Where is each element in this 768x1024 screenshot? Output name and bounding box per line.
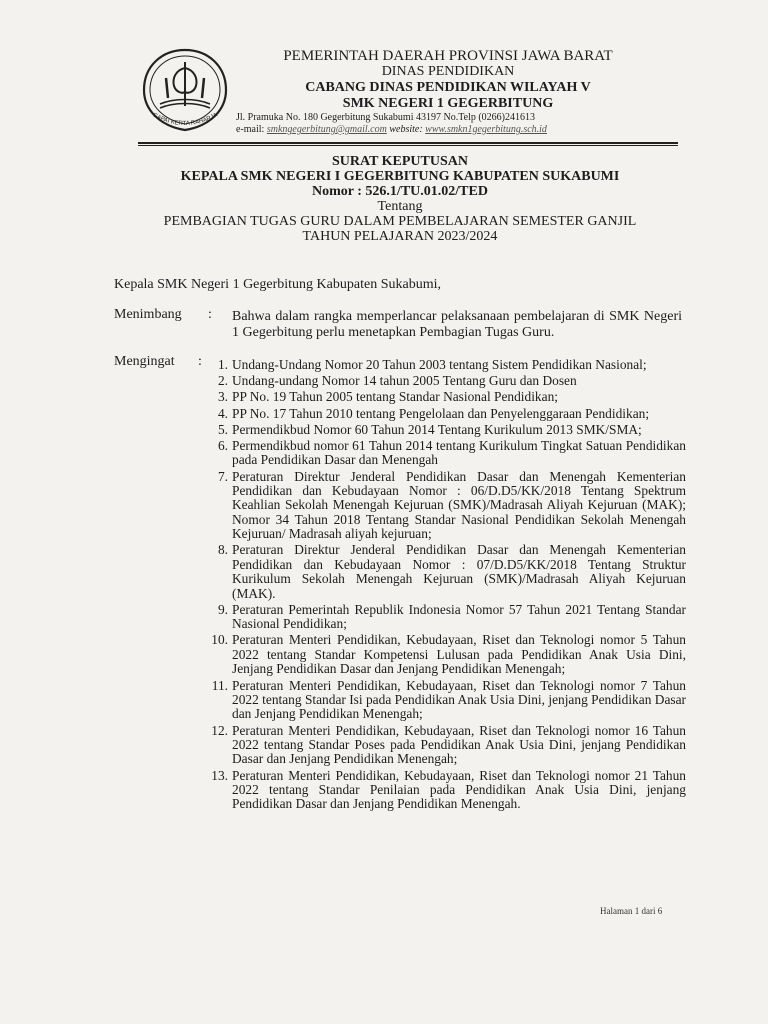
letterhead-agency: DINAS PENDIDIKAN xyxy=(381,64,515,79)
letterhead-divider-thin xyxy=(138,145,678,146)
list-item-number: 3. xyxy=(217,389,228,405)
list-item-text: Peraturan Menteri Pendidikan, Kebudayaan, Riset dan Teknologi nomor 7 Tahun 2022 tentang Standar Isi pada Pendidikan Anak Usia Dini, jenjang Pendidikan Dasar dan Jenjang Pendidikan Menengah; xyxy=(232,677,686,722)
mengingat-list xyxy=(200,358,686,814)
letterhead-school: SMK NEGERI 1 GEGERBITUNG xyxy=(342,96,554,111)
letterhead-address: Jl. Pramuka No. 180 Gegerbitung Sukabumi 43197 No.Telp (0266)241613 xyxy=(236,112,535,123)
list-item-number: 2. xyxy=(217,373,228,389)
email-link[interactable]: smkngegerbitung@gmail.com xyxy=(266,124,387,135)
list-item-text: PP No. 19 Tahun 2005 tentang Standar Nasional Pendidikan; xyxy=(232,389,558,405)
list-item-text: Peraturan Menteri Pendidikan, Kebudayaan, Riset dan Teknologi nomor 21 Tahun 2022 tentang Standar Penilaian pada Pendidikan Anak Usia Dini, jenjang Pendidikan Dasar dan Jenjang Pendidikan Menengah. xyxy=(232,767,686,812)
list-item xyxy=(200,633,686,676)
list-item-text: Permendikbud nomor 61 Tahun 2014 tentang Kurikulum Tingkat Satuan Pendidikan pada Pendidikan Dasar dan Menengah xyxy=(232,438,686,468)
list-item-number: 7. xyxy=(217,468,228,484)
letterhead-government: PEMERINTAH DAERAH PROVINSI JAWA BARAT xyxy=(283,48,613,64)
list-item-text: Permendikbud Nomor 60 Tahun 2014 Tentang Kurikulum 2013 SMK/SMA; xyxy=(232,421,642,437)
decree-year: TAHUN PELAJARAN 2023/2024 xyxy=(302,229,498,244)
menimbang-label: Menimbang xyxy=(114,307,182,322)
letterhead-contact-line xyxy=(236,124,676,136)
list-item xyxy=(200,374,686,388)
list-item xyxy=(200,439,686,468)
decree-issuer: KEPALA SMK NEGERI I GEGERBITUNG KABUPATEN SUKABUMI xyxy=(180,169,620,184)
list-item-number: 8. xyxy=(217,542,228,558)
letterhead-divider xyxy=(138,142,678,144)
decree-about-label: Tentang xyxy=(377,199,423,214)
mengingat-colon: : xyxy=(198,354,202,369)
decree-type: SURAT KEPUTUSAN xyxy=(331,154,468,169)
list-item xyxy=(200,358,686,372)
intro-line: Kepala SMK Negeri 1 Gegerbitung Kabupaten Sukabumi, xyxy=(114,277,441,292)
letterhead-contact xyxy=(236,112,676,136)
email-label: e-mail: xyxy=(236,124,265,135)
list-item-text: Peraturan Menteri Pendidikan, Kebudayaan, Riset dan Teknologi nomor 16 Tahun 2022 tentang Standar Poses pada Pendidikan Anak Usia Dini, jenjang Pendidikan Dasar dan Jenjang Pendidikan Menengah; xyxy=(232,722,686,767)
list-item xyxy=(200,769,686,812)
menimbang-text: Bahwa dalam rangka memperlancar pelaksanaan pembelajaran di SMK Negeri 1 Gegerbitung perlu menetapkan Pembagian Tugas Guru. xyxy=(232,309,682,340)
letterhead xyxy=(238,48,658,112)
decree-title xyxy=(100,154,700,244)
letterhead-branch: CABANG DINAS PENDIDIKAN WILAYAH V xyxy=(305,80,591,95)
provincial-logo xyxy=(138,48,232,134)
logo-lettering: GAPAI KERTA RAHARJA xyxy=(151,112,219,128)
list-item-number: 5. xyxy=(217,421,228,437)
list-item xyxy=(200,470,686,542)
list-item-number: 13. xyxy=(211,767,228,783)
list-item-text: Undang-undang Nomor 14 tahun 2005 Tentang Guru dan Dosen xyxy=(232,373,577,389)
list-item xyxy=(200,679,686,722)
list-item-number: 10. xyxy=(211,632,228,648)
mengingat-label: Mengingat xyxy=(114,354,175,369)
decree-subject: PEMBAGIAN TUGAS GURU DALAM PEMBELAJARAN SEMESTER GANJIL xyxy=(163,214,637,229)
list-item xyxy=(200,423,686,437)
list-item-text: Peraturan Direktur Jenderal Pendidikan Dasar dan Menengah Kementerian Pendidikan dan Kebudayaan Nomor : 07/D.D5/KK/2018 Tentang Struktur Kurikulum Sekolah Menengah Kejuruan (SMK)/Madrasah Aliyah Kejuruan (MAK). xyxy=(232,542,686,601)
list-item xyxy=(200,543,686,601)
list-item-number: 12. xyxy=(211,722,228,738)
list-item-text: PP No. 17 Tahun 2010 tentang Pengelolaan dan Penyelenggaraan Pendidikan; xyxy=(232,405,650,421)
list-item-number: 6. xyxy=(217,438,228,454)
list-item-number: 9. xyxy=(217,601,228,617)
list-item-number: 4. xyxy=(217,405,228,421)
list-item-text: Peraturan Menteri Pendidikan, Kebudayaan, Riset dan Teknologi nomor 5 Tahun 2022 tentang Standar Kompetensi Lulusan pada Pendidikan Anak Usia Dini, Jenjang Pendidikan Dasar dan Jenjang Pendidikan Menengah; xyxy=(232,632,686,677)
website-link[interactable]: www.smkn1gegerbitung.sch.id xyxy=(425,124,547,135)
list-item xyxy=(200,390,686,404)
menimbang-colon: : xyxy=(208,307,212,322)
list-item xyxy=(200,724,686,767)
list-item-text: Peraturan Direktur Jenderal Pendidikan Dasar dan Menengah Kementerian Pendidikan dan Kebudayaan Nomor : 06/D.D5/KK/2018 Tentang Spektrum Keahlian Sekolah Menengah Kejuruan (SMK)/Madrasah Aliyah Kejuruan (MAK); Nomor 34 Tahun 2018 Tentang Standar Nasional Pendidikan Sekolah Menengah Kejuruan/ Madrasah aliyah kejuruan; xyxy=(232,468,686,542)
list-item-text: Peraturan Pemerintah Republik Indonesia Nomor 57 Tahun 2021 Tentang Standar Nasional Pendidikan; xyxy=(232,601,686,632)
list-item-number: 11. xyxy=(211,677,228,693)
list-item-text: Undang-Undang Nomor 20 Tahun 2003 tentang Sistem Pendidikan Nasional; xyxy=(232,357,647,372)
page-number: Halaman 1 dari 6 xyxy=(600,906,663,916)
decree-number: Nomor : 526.1/TU.01.02/TED xyxy=(312,184,488,199)
list-item xyxy=(200,603,686,632)
list-item-number: 1. xyxy=(217,357,228,372)
website-label: website: xyxy=(389,124,423,135)
list-item xyxy=(200,407,686,421)
